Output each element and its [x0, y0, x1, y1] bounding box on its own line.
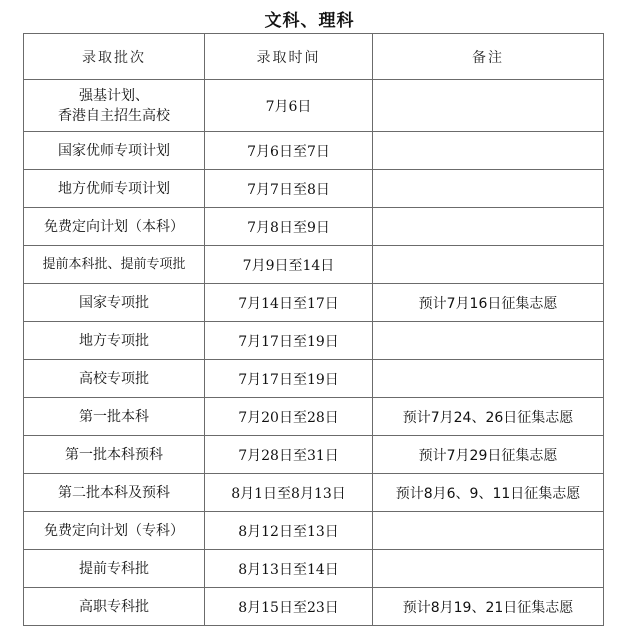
time-cell: 7月14日至17日	[205, 284, 373, 322]
batch-label-line: 强基计划、	[79, 87, 149, 104]
time-cell: 8月15日至23日	[205, 588, 373, 626]
batch-cell: 免费定向计划（专科）	[24, 512, 205, 550]
note-cell	[373, 208, 604, 246]
time-cell: 7月6日	[205, 80, 373, 132]
note-cell	[373, 246, 604, 284]
batch-cell: 第二批本科及预科	[24, 474, 205, 512]
table-row	[24, 550, 604, 588]
batch-cell: 地方专项批	[24, 322, 205, 360]
note-cell	[373, 80, 604, 132]
note-cell: 预计8月19、21日征集志愿	[373, 588, 604, 626]
batch-cell: 高校专项批	[24, 360, 205, 398]
note-cell	[373, 360, 604, 398]
time-cell: 8月13日至14日	[205, 550, 373, 588]
table-row	[24, 512, 604, 550]
note-cell: 预计8月6、9、11日征集志愿	[373, 474, 604, 512]
time-cell: 7月6日至7日	[205, 132, 373, 170]
table-row	[24, 588, 604, 626]
time-cell: 7月17日至19日	[205, 360, 373, 398]
batch-cell	[24, 80, 205, 132]
note-cell: 预计7月29日征集志愿	[373, 436, 604, 474]
note-cell	[373, 322, 604, 360]
note-cell	[373, 170, 604, 208]
note-cell	[373, 132, 604, 170]
time-cell: 7月9日至14日	[205, 246, 373, 284]
time-cell: 7月7日至8日	[205, 170, 373, 208]
batch-cell: 地方优师专项计划	[24, 170, 205, 208]
time-cell: 7月8日至9日	[205, 208, 373, 246]
table-row	[24, 322, 604, 360]
note-cell: 预计7月16日征集志愿	[373, 284, 604, 322]
batch-label-line: 香港自主招生高校	[58, 107, 170, 124]
batch-cell: 提前专科批	[24, 550, 205, 588]
batch-cell: 第一批本科	[24, 398, 205, 436]
note-cell	[373, 512, 604, 550]
time-cell: 8月1日至8月13日	[205, 474, 373, 512]
batch-cell: 免费定向计划（本科）	[24, 208, 205, 246]
table-row	[24, 360, 604, 398]
table-row	[24, 170, 604, 208]
time-cell: 7月28日至31日	[205, 436, 373, 474]
table-row	[24, 208, 604, 246]
table-row	[24, 474, 604, 512]
admission-schedule-table	[23, 33, 604, 626]
batch-cell: 国家优师专项计划	[24, 132, 205, 170]
table-row	[24, 284, 604, 322]
table-row	[24, 80, 604, 132]
table-row	[24, 246, 604, 284]
time-cell: 7月17日至19日	[205, 322, 373, 360]
batch-cell: 高职专科批	[24, 588, 205, 626]
column-header-batch: 录取批次	[24, 34, 205, 80]
table-row	[24, 398, 604, 436]
batch-cell: 提前本科批、提前专项批	[24, 246, 205, 284]
table-row	[24, 132, 604, 170]
note-cell: 预计7月24、26日征集志愿	[373, 398, 604, 436]
table-row	[24, 436, 604, 474]
time-cell: 8月12日至13日	[205, 512, 373, 550]
batch-cell: 第一批本科预科	[24, 436, 205, 474]
note-cell	[373, 550, 604, 588]
column-header-time: 录取时间	[205, 34, 373, 80]
batch-cell: 国家专项批	[24, 284, 205, 322]
table-header-row	[24, 34, 604, 80]
page-title: 文科、理科	[264, 11, 355, 31]
column-header-note: 备注	[373, 34, 604, 80]
time-cell: 7月20日至28日	[205, 398, 373, 436]
